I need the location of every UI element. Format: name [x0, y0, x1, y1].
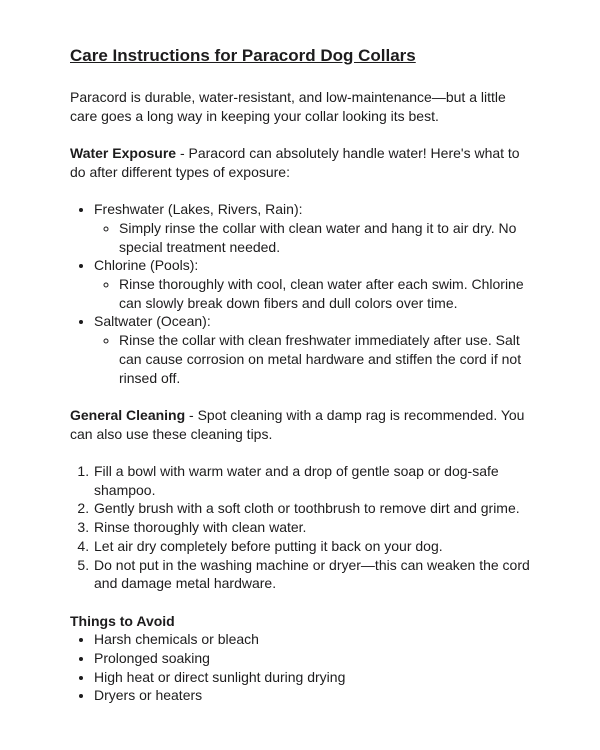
- step-item: 4. Let air dry completely before putting it back on your dog.: [93, 537, 530, 556]
- list-item-term: Freshwater (Lakes, Rivers, Rain):: [94, 201, 303, 218]
- list-item-term: Chlorine (Pools):: [94, 257, 199, 274]
- avoid-item: • High heat or direct sunlight during drying: [94, 668, 530, 687]
- things-to-avoid-heading: Things to Avoid: [70, 612, 175, 629]
- avoid-item: • Harsh chemicals or bleach: [94, 630, 530, 649]
- list-item-detail: ◦ Rinse thoroughly with cool, clean water after each swim. Chlorine can slowly break down fibers and dull colors over time.: [119, 275, 530, 312]
- cleaning-steps-list: [70, 462, 530, 593]
- step-item: 1. Fill a bowl with warm water and a drop of gentle soap or dog-safe shampoo.: [93, 462, 530, 499]
- list-item-detail: ◦ Rinse the collar with clean freshwater immediately after use. Salt can cause corrosion on metal hardware and stiffen the cord if not rinsed off.: [119, 331, 530, 387]
- step-item: 3. Rinse thoroughly with clean water.: [93, 518, 530, 537]
- things-to-avoid-list: [70, 630, 530, 705]
- list-item: [94, 200, 530, 256]
- water-exposure-text: - Paracord can absolutely handle water! Here's what to do after different types of exposure:: [70, 145, 520, 180]
- water-exposure-label: Water Exposure: [70, 145, 177, 162]
- general-cleaning-paragraph: [70, 406, 530, 443]
- step-item: 2. Gently brush with a soft cloth or toothbrush to remove dirt and grime.: [93, 499, 530, 518]
- general-cleaning-text: - Spot cleaning with a damp rag is recommended. You can also use these cleaning tips.: [70, 406, 525, 442]
- sub-list: [94, 219, 530, 256]
- intro-paragraph: Paracord is durable, water-resistant, and low-maintenance—but a little care goes a long way in keeping your collar looking its best.: [70, 89, 506, 124]
- avoid-item: • Prolonged soaking: [94, 649, 530, 668]
- document-title: Care Instructions for Paracord Dog Collars: [70, 46, 416, 65]
- step-item: 5. Do not put in the washing machine or dryer—this can weaken the cord and damage metal hardware.: [93, 556, 530, 593]
- sub-list: [94, 331, 530, 387]
- list-item: [94, 256, 530, 312]
- list-item-term: Saltwater (Ocean):: [94, 313, 211, 330]
- general-cleaning-label: General Cleaning: [70, 406, 186, 423]
- list-item: [94, 312, 530, 387]
- avoid-item: • Dryers or heaters: [94, 686, 530, 705]
- sub-list: [94, 275, 530, 312]
- list-item-detail: ◦ Simply rinse the collar with clean water and hang it to air dry. No special treatment needed.: [119, 219, 530, 256]
- water-exposure-list: [70, 200, 530, 387]
- water-exposure-paragraph: [70, 144, 530, 181]
